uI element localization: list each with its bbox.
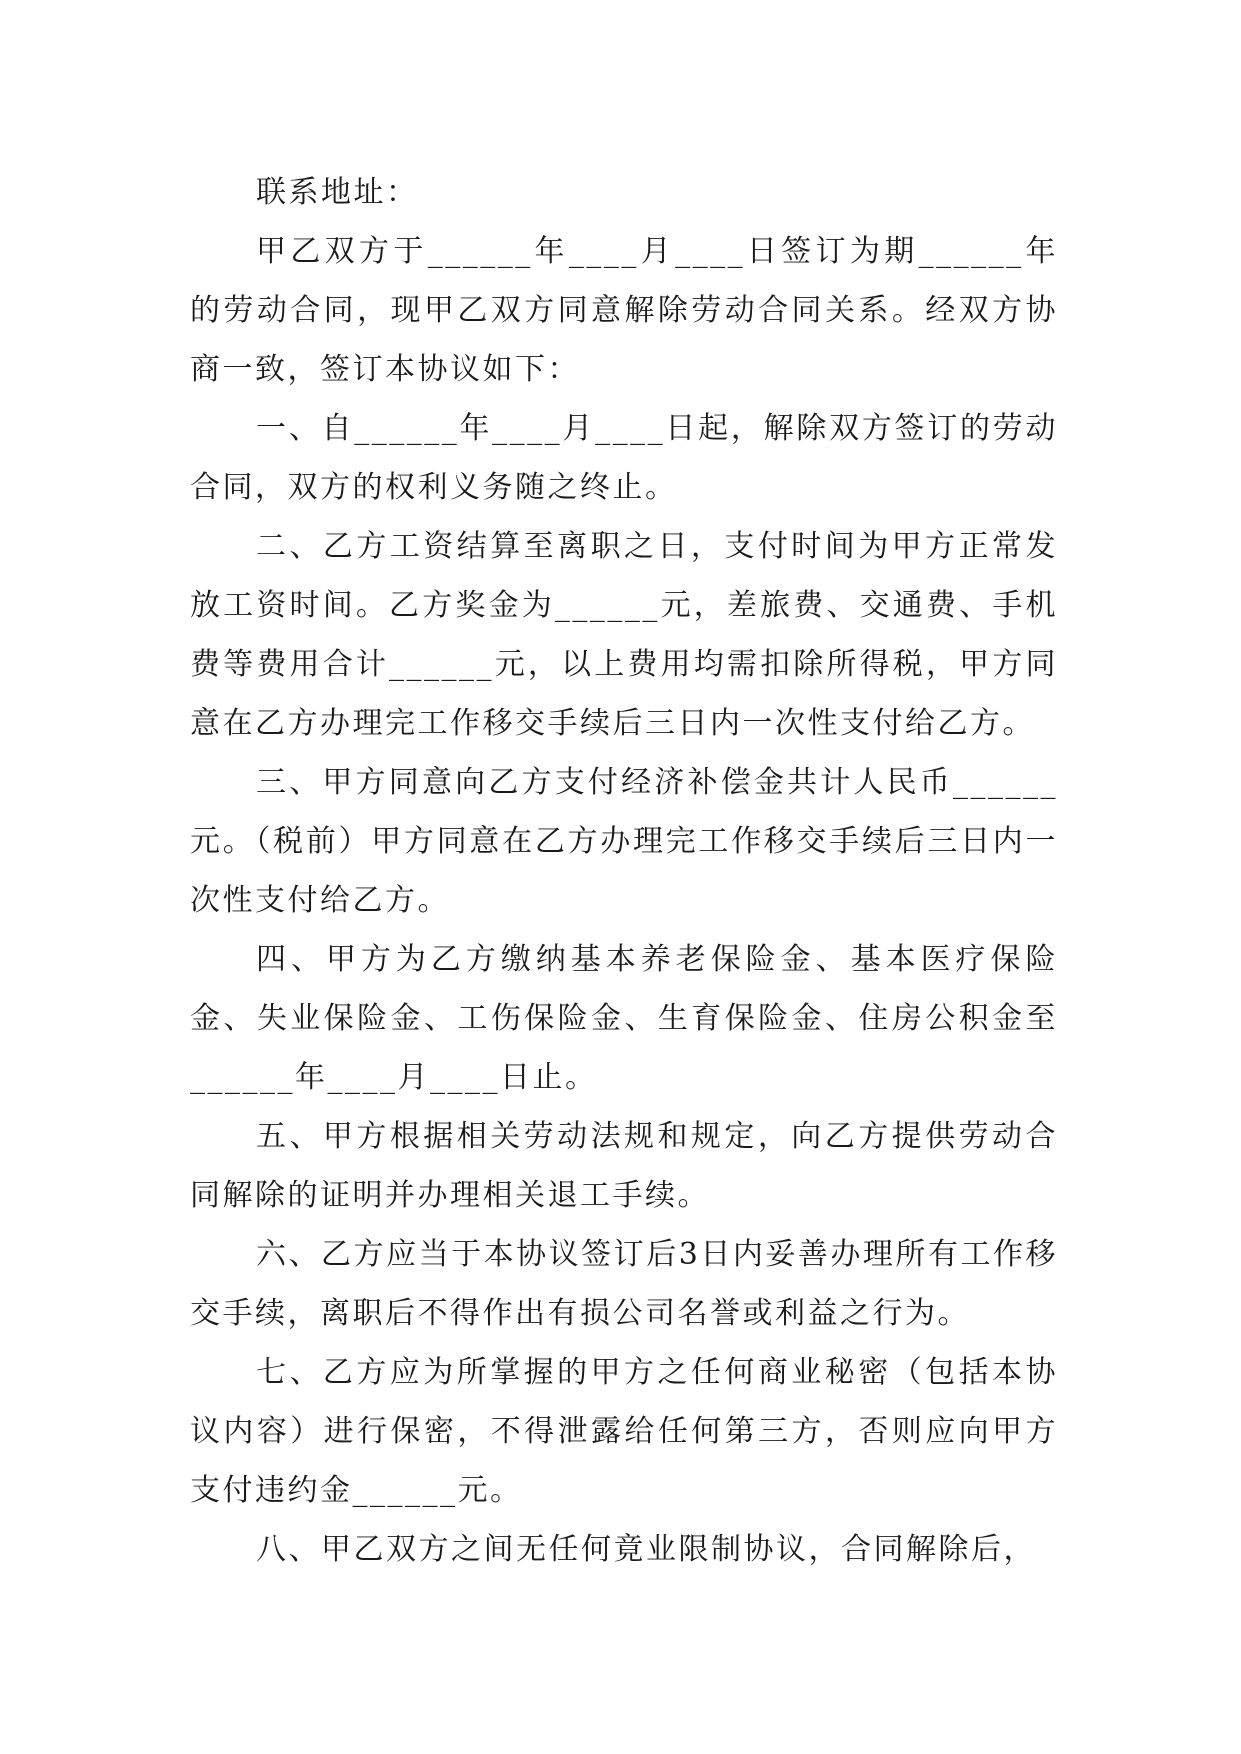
intro-paragraph: 甲乙双方于______年____月____日签订为期______年的劳动合同，现甲乙双方同意解除劳动合同关系。经双方协商一致，签订本协议如下：	[190, 234, 1058, 387]
clause-3: 三、甲方同意向乙方支付经济补偿金共计人民币______元。（税前）甲方同意在乙方办理完工作移交手续后三日内一次性支付给乙方。	[190, 765, 1058, 918]
contact-address-line: 联系地址：	[256, 175, 419, 210]
clause-7: 七、乙方应为所掌握的甲方之任何商业秘密（包括本协议内容）进行保密，不得泄露给任何第三方，否则应向甲方支付违约金______元。	[190, 1355, 1058, 1508]
clause-4: 四、甲方为乙方缴纳基本养老保险金、基本医疗保险金、失业保险金、工伤保险金、生育保险金、住房公积金至______年____月____日止。	[190, 942, 1058, 1095]
clause-1: 一、自______年____月____日起，解除双方签订的劳动合同，双方的权利义务随之终止。	[190, 411, 1058, 505]
clause-5: 五、甲方根据相关劳动法规和规定，向乙方提供劳动合同解除的证明并办理相关退工手续。	[190, 1119, 1058, 1213]
document-body	[190, 163, 1058, 1579]
clause-6: 六、乙方应当于本协议签订后3日内妥善办理所有工作移交手续，离职后不得作出有损公司名誉或利益之行为。	[190, 1237, 1058, 1331]
clause-2: 二、乙方工资结算至离职之日，支付时间为甲方正常发放工资时间。乙方奖金为______元，差旅费、交通费、手机费等费用合计______元，以上费用均需扣除所得税，甲方同意在乙方办理完工作移交手续后三日内一次性支付给乙方。	[190, 529, 1058, 741]
clause-8: 八、甲乙双方之间无任何竟业限制协议，合同解除后，	[256, 1532, 1036, 1567]
